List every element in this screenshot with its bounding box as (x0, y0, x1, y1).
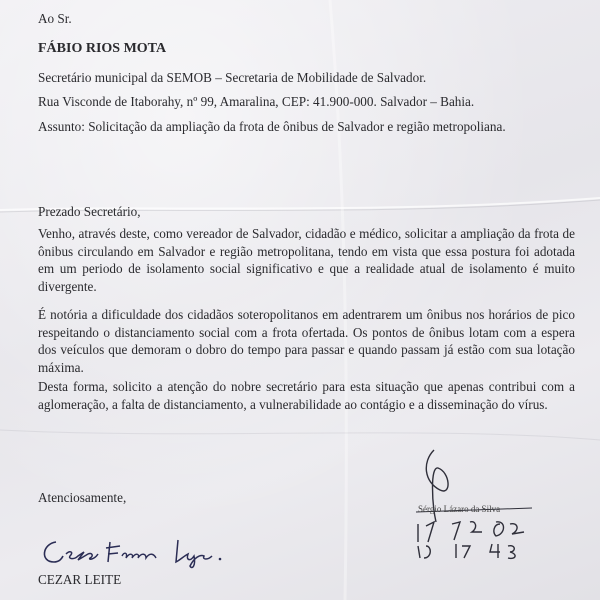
signature-text (38, 532, 46, 533)
subject-line (38, 118, 575, 136)
recipient-address: Rua Visconde de Itaborahy, nº 99, Amaralina, CEP: 41.900-000. Salvador – Bahia. (38, 94, 475, 109)
paragraph-3: Desta forma, solicito a atenção do nobre secretário para esta situação que apenas contribui com a aglomeração, a falta de distanciamento, a vulnerabilidade ao contágio e a disseminação do vírus. (38, 379, 575, 412)
subject-text: Solicitação da ampliação da frota de ônibus de Salvador e região metropoliana. (88, 119, 506, 134)
closing: Atenciosamente, (38, 490, 127, 505)
receipt-date (418, 520, 424, 521)
subject-label: Assunto: (38, 119, 85, 134)
receipt-time (418, 540, 422, 541)
signature-handwritten (38, 532, 248, 572)
recipient-role: Secretário municipal da SEMOB – Secretaria de Mobilidade de Salvador. (38, 70, 427, 85)
salutation-to: Ao Sr. (38, 11, 72, 26)
paragraph-1: Venho, através deste, como vereador de Salvador, cidadão e médico, solicitar a ampliação da frota de ônibus circulando em Salvador e região metropolitana, tendo em vista que essa postura foi adotada em um periodo de isolamento social significativo e que a realidade atual de isolamento é muito divergente. (38, 226, 575, 294)
receipt-receiver-name: Sérgio Lázaro da Silva (418, 504, 501, 514)
recipient-name: FÁBIO RIOS MOTA (38, 41, 167, 56)
greeting: Prezado Secretário, (38, 204, 141, 219)
paragraph-2: É notória a dificuldade dos cidadãos soteropolitanos em adentrarem um ônibus nos horários de pico respeitando o distanciamento social com a frota ofertada. Os pontos de ônibus lotam com a espera dos veículos que demoram o dobro do tempo para passar e quando passam já estão com sua lotação máxima. (38, 307, 575, 375)
receipt-signature (412, 442, 552, 562)
signer-name: CEZAR LEITE (38, 572, 122, 587)
